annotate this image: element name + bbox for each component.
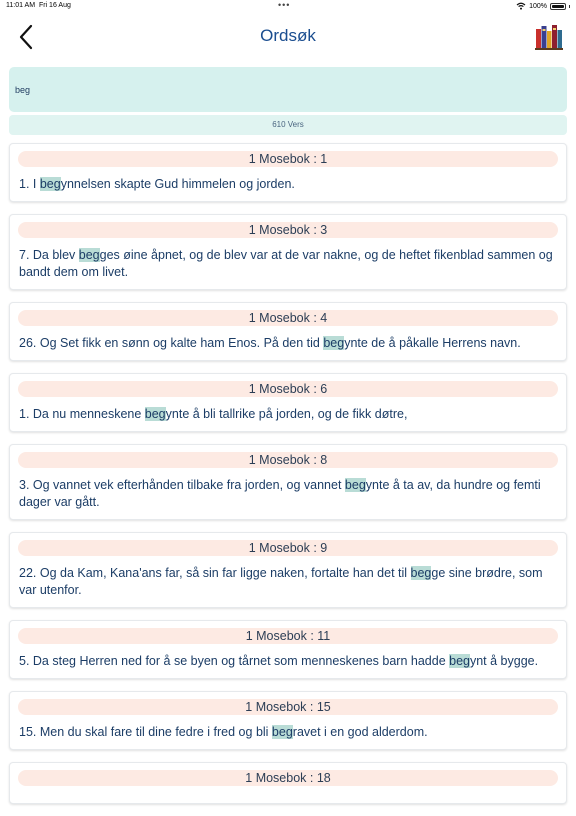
verse-reference: 1 Mosebok : 3 [18, 222, 558, 238]
page-title: Ordsøk [260, 26, 316, 45]
verse-reference: 1 Mosebok : 18 [18, 770, 558, 786]
search-match-highlight: beg [144, 407, 166, 421]
verse-text-after: ravet i en god alderdom. [292, 725, 428, 739]
verse-text-before: 22. Og da Kam, Kana'ans far, så sin far ligge naken, fortalte han det til [19, 566, 411, 580]
verse-text-after: ynte å ta av, da hundre og femti dager var gått. [19, 478, 541, 509]
battery-percent: 100% [529, 2, 547, 10]
verse-text-before: 26. Og Set fikk en sønn og kalte ham Enos. På den tid [19, 336, 324, 350]
verse-text [18, 565, 558, 599]
books-icon[interactable] [534, 23, 564, 51]
verse-text [18, 724, 558, 741]
status-bar [0, 0, 576, 14]
verse-reference: 1 Mosebok : 1 [18, 151, 558, 167]
result-card[interactable] [9, 214, 567, 290]
search-match-highlight: beg [410, 566, 432, 580]
result-card[interactable] [9, 620, 567, 679]
result-card[interactable] [9, 444, 567, 520]
verse-text [18, 176, 558, 193]
verse-text-after: ges øine åpnet, og de blev var at de var nakne, og de heftet fikenblad sammen og bandt dem om livet. [19, 248, 553, 279]
verse-text [18, 335, 558, 352]
result-card[interactable] [9, 143, 567, 202]
status-date: Fri 16 Aug [38, 2, 71, 9]
search-match-highlight: beg [39, 177, 61, 191]
verse-text-after: ynte de å påkalle Herrens navn. [344, 336, 521, 350]
verse-text-before: 1. Da nu menneskene [19, 407, 145, 421]
search-match-highlight: beg [271, 725, 293, 739]
verse-text-after: ynnelsen skapte Gud himmelen og jorden. [60, 177, 295, 191]
results-list [9, 143, 567, 816]
search-match-highlight: beg [323, 336, 345, 350]
verse-text [18, 247, 558, 281]
status-indicators [516, 2, 570, 10]
verse-reference: 1 Mosebok : 6 [18, 381, 558, 397]
search-input[interactable] [9, 67, 567, 112]
verse-text [18, 653, 558, 670]
verse-text-before: 5. Da steg Herren ned for å se byen og tårnet som menneskenes barn hadde [19, 654, 450, 668]
battery-icon [550, 3, 566, 10]
multitasking-dots-icon[interactable]: ••• [278, 0, 291, 10]
verse-text-after: ge sine brødre, som var utenfor. [19, 566, 543, 597]
verse-reference: 1 Mosebok : 4 [18, 310, 558, 326]
verse-text-before: 3. Og vannet vek efterhånden tilbake fra jorden, og vannet [19, 478, 345, 492]
result-card[interactable] [9, 691, 567, 750]
verse-text-before: 7. Da blev [19, 248, 79, 262]
verse-text [18, 406, 558, 423]
verse-text [18, 477, 558, 511]
wifi-icon [516, 2, 526, 10]
verse-text-before: 1. I [19, 177, 40, 191]
result-card[interactable] [9, 532, 567, 608]
search-match-highlight: beg [344, 478, 366, 492]
search-match-highlight: beg [449, 654, 470, 668]
result-card[interactable] [9, 302, 567, 361]
status-time [6, 2, 71, 9]
result-card[interactable] [9, 373, 567, 432]
nav-bar [0, 14, 576, 60]
result-count: 610 Vers [9, 115, 567, 135]
verse-text-before: 15. Men du skal fare til dine fedre i fred og bli [19, 725, 272, 739]
verse-text-after: ynt å bygge. [469, 654, 539, 668]
verse-reference: 1 Mosebok : 11 [18, 628, 558, 644]
result-card[interactable] [9, 762, 567, 804]
battery-nub [569, 5, 570, 8]
verse-reference: 1 Mosebok : 15 [18, 699, 558, 715]
status-clock: 11:01 AM [6, 2, 36, 9]
search-match-highlight: beg [78, 248, 100, 262]
verse-reference: 1 Mosebok : 8 [18, 452, 558, 468]
verse-reference: 1 Mosebok : 9 [18, 540, 558, 556]
verse-text-after: ynte å bli tallrike på jorden, og de fikk døtre, [165, 407, 408, 421]
